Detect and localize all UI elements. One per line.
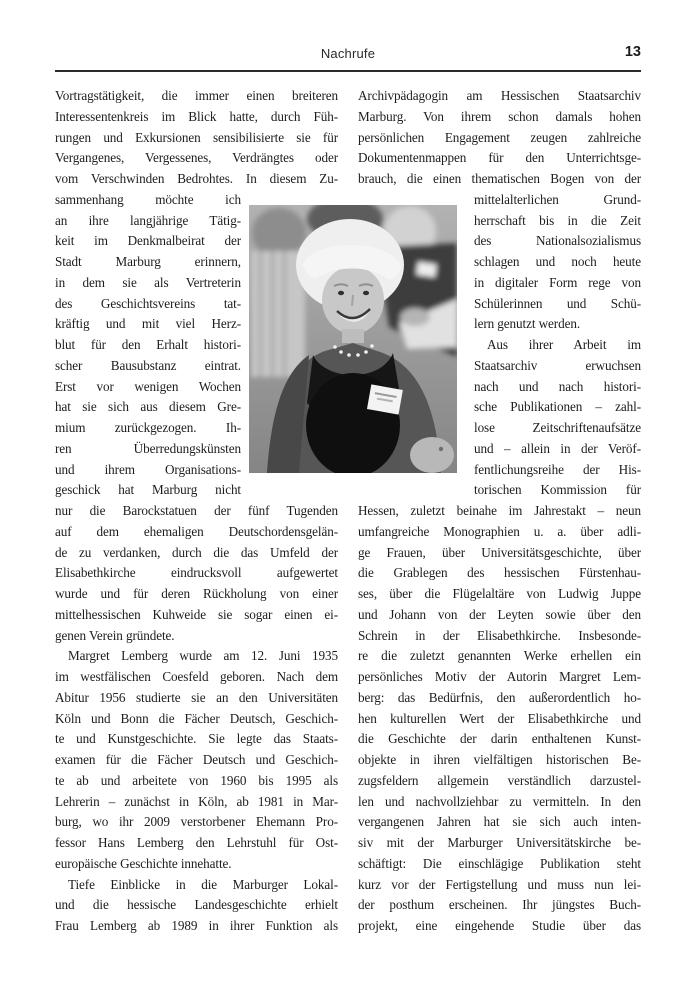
text-block (358, 86, 641, 190)
text-line: herrschaft bis in die Zeit (474, 212, 641, 228)
text-line: examen für die Fächer Deutsch und Geschich- (55, 752, 338, 767)
text-line: und die hessische Landesgeschichte erhielt (55, 897, 338, 913)
text-line: ren Überredungskünsten (55, 440, 241, 456)
text-line: kurz vor der Fertigstellung und muss nun lei- (358, 876, 641, 892)
text-line: hen kulturellen Wert der Elisabethkirche und (358, 710, 641, 726)
text-line: mittelhessischen Kuhweide sie sogar einen ei- (55, 606, 338, 622)
text-line: rungen und Exkursionen sensibilisierte sie für (55, 129, 338, 145)
text-block (474, 190, 641, 501)
text-line: Vergangenes, Vergessenes, Verdrängtes oder (55, 150, 338, 166)
text-line: lose Zeitschriftenaufsätze (474, 420, 641, 435)
text-line: persönlichen Engagement zeugen zahlreiche (358, 129, 641, 145)
text-block (55, 190, 241, 501)
text-line: Erst vor wenigen Wochen (55, 378, 241, 394)
text-line: objekte in ihren vielfältigen historischen Be- (358, 752, 641, 767)
text-line: auf dem ehemaligen Deutschordensgelän- (55, 523, 338, 539)
text-line: hat sie sich aus diesem Gre- (55, 399, 241, 415)
text-line: und ihrem Organisations- (55, 461, 241, 477)
page-number: 13 (624, 44, 641, 60)
text-line: die Grablegen des hessischen Fürstenhau- (358, 565, 641, 581)
text-line: Hessen, zuletzt beinahe im Jahrestakt – neun (358, 503, 641, 518)
text-line: mittelalterlichen Grund- (474, 191, 641, 207)
text-line: genen Verein gründete. (55, 627, 175, 643)
text-line: Interessentenkreis im Blick hatte, durch Füh- (55, 108, 338, 124)
text-line: Schrein in der Elisabethkirche. Insbesonde- (358, 627, 641, 643)
text-line: kräftig und mit viel Herz- (55, 316, 241, 332)
text-line: ge Frauen, über Universitätsgeschichte, über (358, 544, 641, 560)
text-line: Archivpädagogin am Hessischen Staatsarchiv (358, 88, 641, 103)
text-line: Schülerinnen und Schü- (474, 295, 641, 311)
text-line: Aus ihrer Arbeit im (487, 337, 641, 352)
text-line: Köln und Bonn die Fächer Deutsch, Geschich- (55, 710, 338, 726)
text-line: Marburg. Von ihrem schon damals hohen (358, 108, 641, 124)
text-line: fessor Hans Lemberg den Lehrstuhl für Ost- (55, 835, 338, 850)
text-line: vom Verschwinden Bedrohtes. In diesem Zu- (55, 171, 338, 186)
text-line: persönliches Motiv der Autorin Margret Lem- (358, 669, 641, 684)
text-line: im westfälischen Coesfeld geboren. Nach dem (55, 669, 338, 684)
text-line: des Geschichtsvereins tat- (55, 295, 241, 311)
text-line: burg, wo ihr 2009 verstorbener Ehemann Pro- (55, 814, 338, 830)
text-line: in dem sie als Vertreterin (55, 274, 241, 290)
text-line: umfangreiche Monographien u. a. über adli- (358, 523, 641, 539)
text-line: europäische Geschichte innehatte. (55, 855, 232, 871)
text-line: Abitur 1956 studierte sie an den Universitäten (55, 689, 338, 705)
text-line: und – allein in der Veröf- (474, 440, 641, 456)
text-line: de zu verdanken, durch die das Umfeld der (55, 544, 338, 560)
text-line: nach und nach histori- (474, 378, 641, 394)
text-block (55, 501, 338, 646)
running-header (55, 45, 641, 63)
text-line: an ihre langjährige Tätig- (55, 212, 241, 228)
section-title: Nachrufe (320, 46, 376, 61)
text-line: ses, über die Flügelaltäre von Ludwig Juppe (358, 586, 641, 601)
text-line: die Geschichte der darin enthaltenen Kunst- (358, 731, 641, 747)
text-line: nur die Barockstatuen der fünf Tugenden (55, 503, 338, 518)
text-line: mium zurückgezogen. Ih- (55, 420, 241, 435)
text-line: Frau Lemberg ab 1989 in ihrer Funktion als (55, 918, 338, 933)
text-line: schlagen und noch heute (474, 254, 641, 269)
obituary-photo (249, 205, 457, 473)
text-line: Dokumentenmappen für den Unterrichtsge- (358, 150, 641, 166)
text-line: geschick hat Marburg nicht (55, 482, 241, 498)
text-line: des Nationalsozialismus (474, 233, 641, 249)
text-line: lern genutzt werden. (474, 316, 581, 332)
text-block (358, 501, 641, 937)
text-line: scher Bausubstanz eintrat. (55, 357, 241, 373)
text-line: und Johann von der Leyten sowie über den (358, 606, 641, 622)
text-line: brauch, die einen thematischen Bogen von der (358, 171, 641, 186)
text-line: sche Publikationen – zahl- (474, 399, 641, 415)
hand (410, 437, 454, 473)
text-line: te und Kunstgeschichte. Sie legte das Staats- (55, 731, 338, 747)
text-line: wurde und für deren Rückholung von einer (55, 586, 338, 601)
text-line: Margret Lemberg wurde am 12. Juni 1935 (68, 648, 338, 664)
text-line: torischen Kommission für (474, 482, 641, 498)
text-line: re die zuletzt genannten Werke erhellen ein (358, 648, 641, 664)
text-line: schäftigt: Die einschlägige Publikation steht (358, 855, 641, 871)
text-line: in digitaler Form rege von (474, 274, 641, 290)
text-block (55, 86, 338, 190)
text-line: te ab und arbeitete von 1960 bis 1995 als (55, 772, 338, 788)
text-line: projekt, eine eingehende Studie über das (358, 918, 641, 933)
photo-illustration (249, 205, 457, 473)
text-line: keit im Denkmalbeirat der (55, 233, 241, 249)
header-rule (55, 70, 641, 72)
text-block (55, 646, 338, 874)
text-line: vergangenen Jahren hat sie sich auch inten- (358, 814, 641, 830)
text-line: Vortragstätigkeit, die immer einen breiteren (55, 88, 338, 103)
text-line: Lehrerin – zunächst in Köln, ab 1981 in Mar- (55, 793, 338, 809)
text-line: Staatsarchiv erwuchsen (474, 357, 641, 373)
text-line: der posthum erscheinen. Ihr jüngstes Buch- (358, 897, 641, 913)
text-line: sammenhang möchte ich (55, 191, 241, 207)
text-line: Tiefe Einblicke in die Marburger Lokal- (68, 876, 338, 892)
text-line: siv mit der Marburger Universitätskirche be- (358, 835, 641, 850)
text-block (55, 875, 338, 937)
text-line: Stadt Marburg erinnern, (55, 254, 241, 269)
text-line: zugsfeldern allgemein verständlich darzustel- (358, 772, 641, 788)
text-line: berg: das Bedürfnis, den außerordentlich ho- (358, 689, 641, 705)
text-line: Elisabethkirche eindrucksvoll aufgewertet (55, 565, 338, 581)
text-line: fentlichungsreihe der His- (474, 461, 641, 477)
text-line: len und nachvollziehbar zu vermitteln. In den (358, 793, 641, 809)
text-line: blut für den Erhalt histori- (55, 337, 241, 352)
